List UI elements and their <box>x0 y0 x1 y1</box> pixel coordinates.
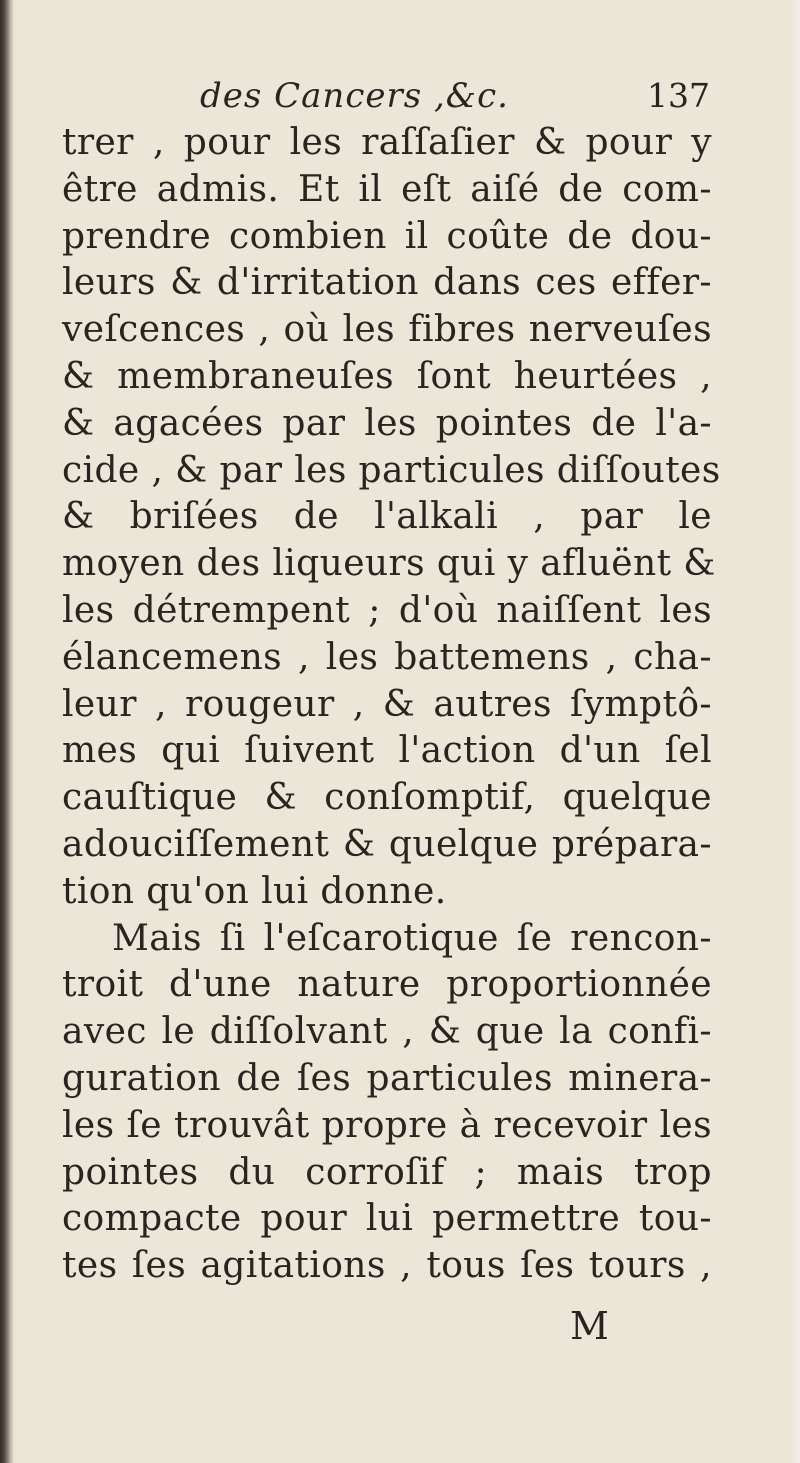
text-line: trer , pour les raſſaſier & pour y <box>62 122 712 163</box>
text-line: adouciſſement & quelque prépara- <box>62 823 712 865</box>
text-line: les ſe trouvât propre à recevoir les <box>62 1104 712 1146</box>
text-line: moyen des liqueurs qui y afluënt & <box>62 543 716 585</box>
text-line: être admis. Et il eſt aiſé de com- <box>62 168 712 210</box>
text-line: leurs & d'irritation dans ces effer- <box>62 262 712 304</box>
text-line: cide , & par les particules diſſoutes <box>62 449 721 491</box>
page-number: 137 <box>647 76 710 115</box>
signature-mark: M <box>570 1304 609 1348</box>
text-line: & agacées par les pointes de l'a- <box>62 402 712 444</box>
text-line: guration de ſes particules minera- <box>62 1057 712 1099</box>
text-line: mes qui ſuivent l'action d'un ſel <box>62 730 712 772</box>
text-line: leur , rougeur , & autres ſymptô- <box>62 683 712 725</box>
text-line: troit d'une nature proportionnée <box>62 964 712 1006</box>
text-line: avec le diſſolvant , & que la confi- <box>62 1011 712 1053</box>
text-line: prendre combien il coûte de dou- <box>62 215 712 257</box>
body-text <box>62 120 721 1290</box>
text-line: & briſées de l'alkali , par le <box>62 496 712 538</box>
book-binding-shadow <box>0 0 14 1463</box>
text-line: les détrempent ; d'où naiſſent les <box>62 589 712 631</box>
text-line: cauſtique & conſomptif, quelque <box>62 777 712 819</box>
paragraph-start-line: Mais ſi l'eſcarotique ſe rencon- <box>112 917 712 959</box>
text-line: élancemens , les battemens , cha- <box>62 636 712 678</box>
text-line: & membraneuſes ſont heurtées , <box>62 355 712 397</box>
text-line: tes ſes agitations , tous ſes tours , <box>62 1245 712 1287</box>
text-line: tion qu'on lui donne. <box>62 870 447 912</box>
page-header <box>200 76 720 126</box>
text-line: compacte pour lui permettre tou- <box>62 1198 712 1240</box>
text-line: pointes du corroſif ; mais trop <box>62 1151 712 1193</box>
text-line: veſcences , où les fibres nerveuſes <box>62 309 712 351</box>
running-title: des Cancers ,&c. <box>200 76 509 116</box>
page-edge <box>790 0 800 1463</box>
